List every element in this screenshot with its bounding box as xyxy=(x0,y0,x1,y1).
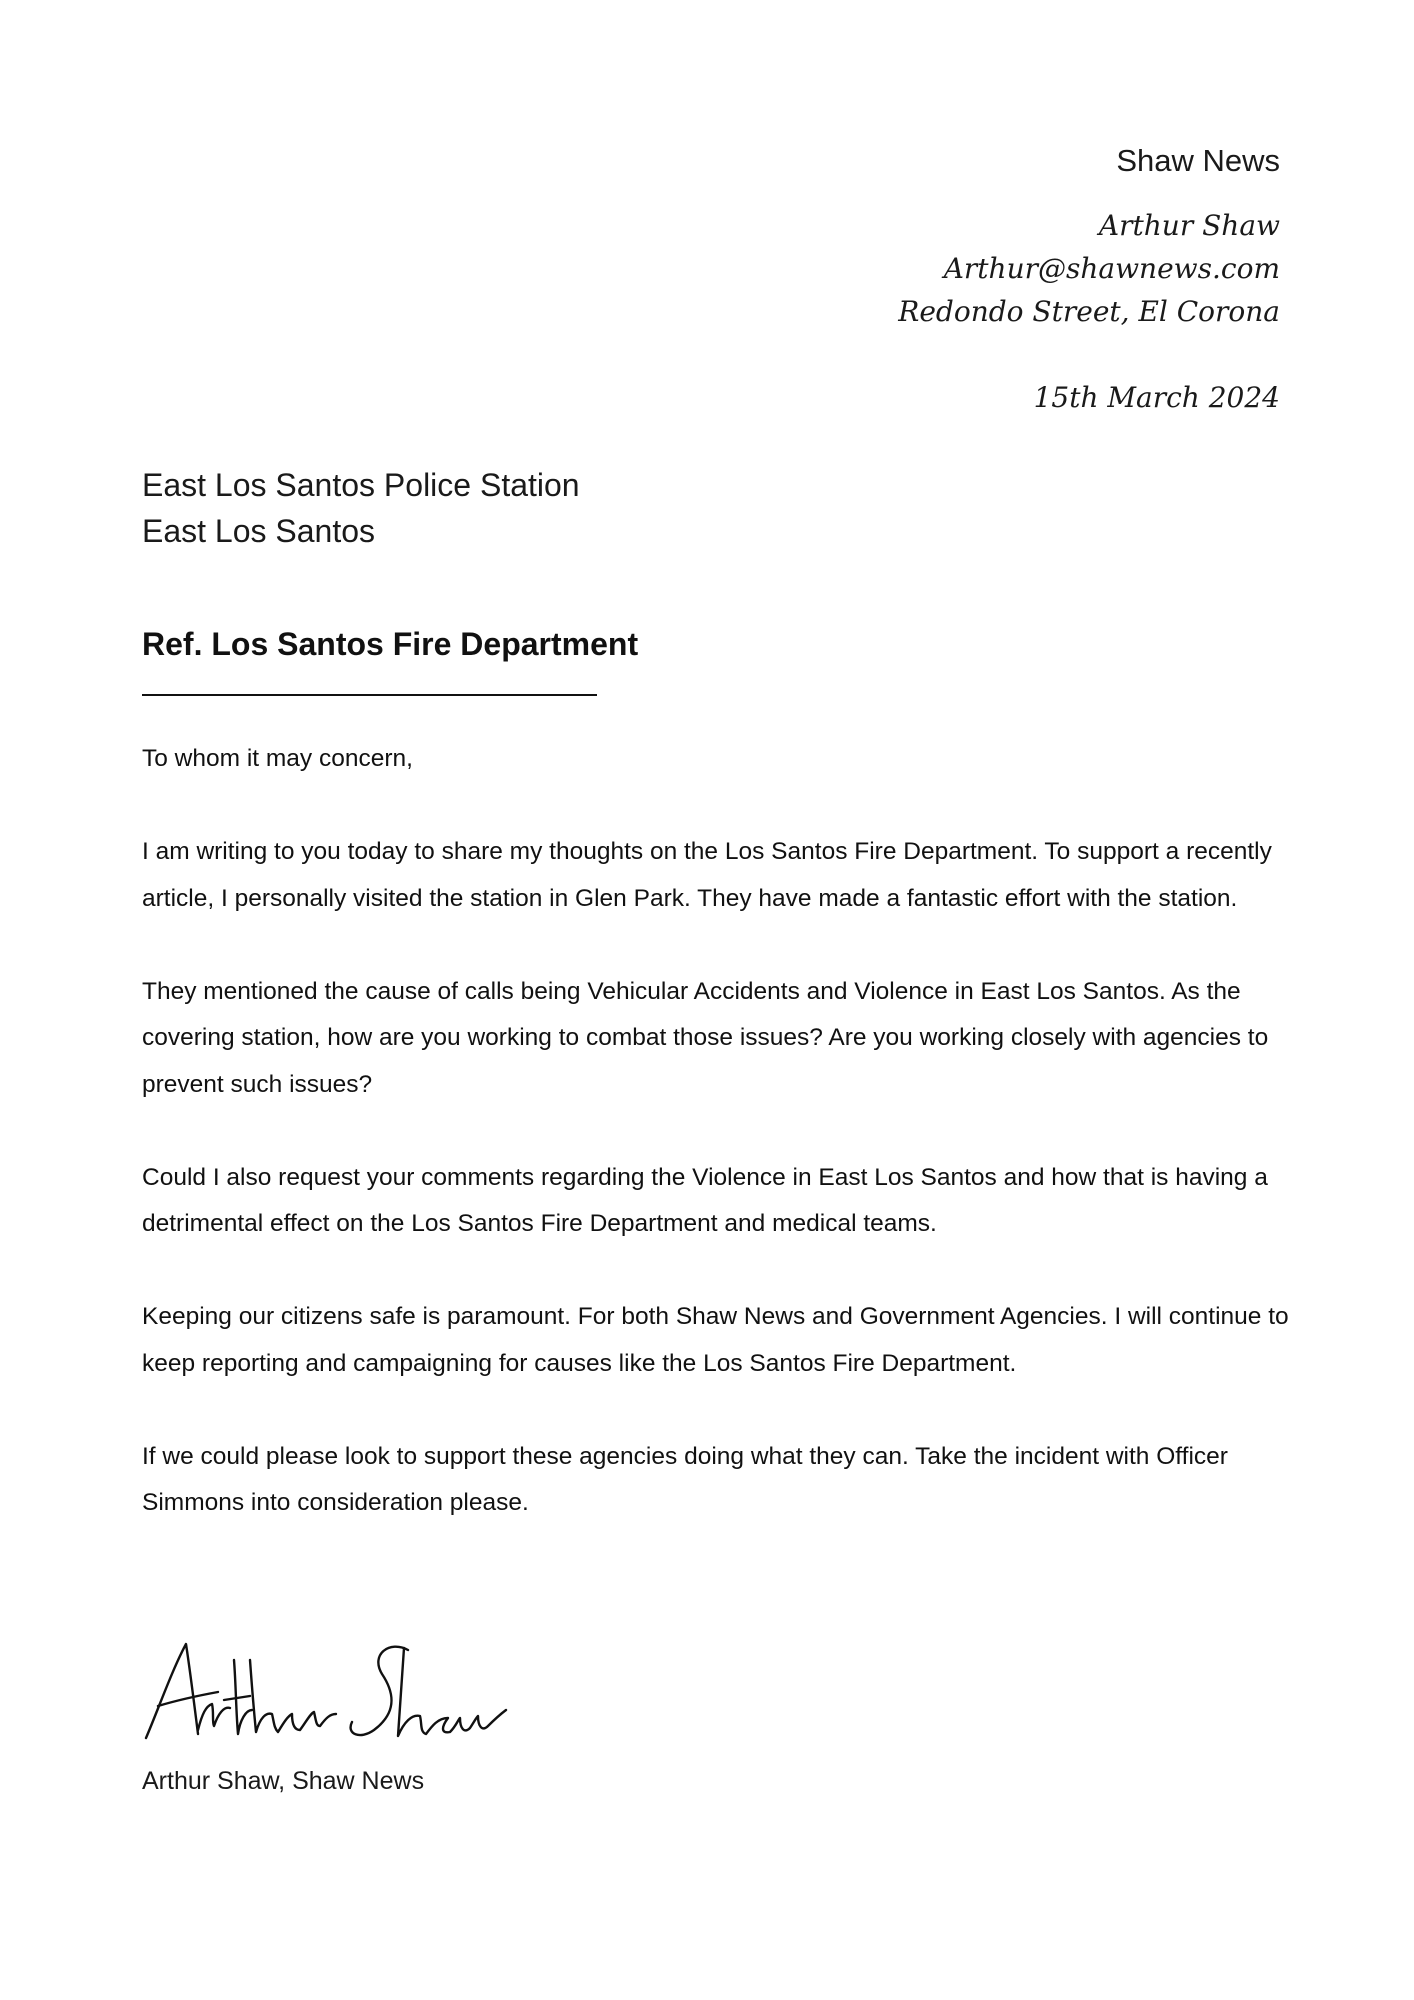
sender-block xyxy=(898,140,1280,333)
salutation: To whom it may concern, xyxy=(142,745,413,772)
letter-date: 15th March 2024 xyxy=(1033,381,1280,414)
sender-address: Redondo Street, El Corona xyxy=(898,295,1280,328)
paragraph-4: Keeping our citizens safe is paramount. For both Shaw News and Government Agencies. I will continue to keep reporting and campaigning for causes like the Los Santos Fire Department. xyxy=(142,1303,1289,1377)
recipient-block xyxy=(142,462,580,554)
paragraph-1: I am writing to you today to share my thoughts on the Los Santos Fire Department. To support a recently article, I personally visited the station in Glen Park. They have made a fantastic effort with the station. xyxy=(142,838,1272,912)
handwritten-signature xyxy=(138,1630,518,1750)
recipient-line-2: East Los Santos xyxy=(142,513,376,549)
sign-off: Arthur Shaw, Shaw News xyxy=(142,1767,425,1795)
reference-divider xyxy=(142,694,597,696)
letter-body xyxy=(142,736,1292,1573)
recipient-line-1: East Los Santos Police Station xyxy=(142,467,580,503)
sender-email: Arthur@shawnews.com xyxy=(943,252,1280,285)
paragraph-3: Could I also request your comments regarding the Violence in East Los Santos and how that is having a detrimental effect on the Los Santos Fire Department and medical teams. xyxy=(142,1163,1268,1237)
sender-name: Arthur Shaw xyxy=(1098,209,1280,242)
reference-heading: Ref. Los Santos Fire Department xyxy=(142,626,639,662)
sender-company: Shaw News xyxy=(1116,143,1280,178)
paragraph-5: If we could please look to support these agencies doing what they can. Take the incident with Officer Simmons into consideration please. xyxy=(142,1442,1228,1516)
paragraph-2: They mentioned the cause of calls being Vehicular Accidents and Violence in East Los Santos. As the covering station, how are you working to combat those issues? Are you working closely with agencies to prevent such issues? xyxy=(142,977,1269,1098)
